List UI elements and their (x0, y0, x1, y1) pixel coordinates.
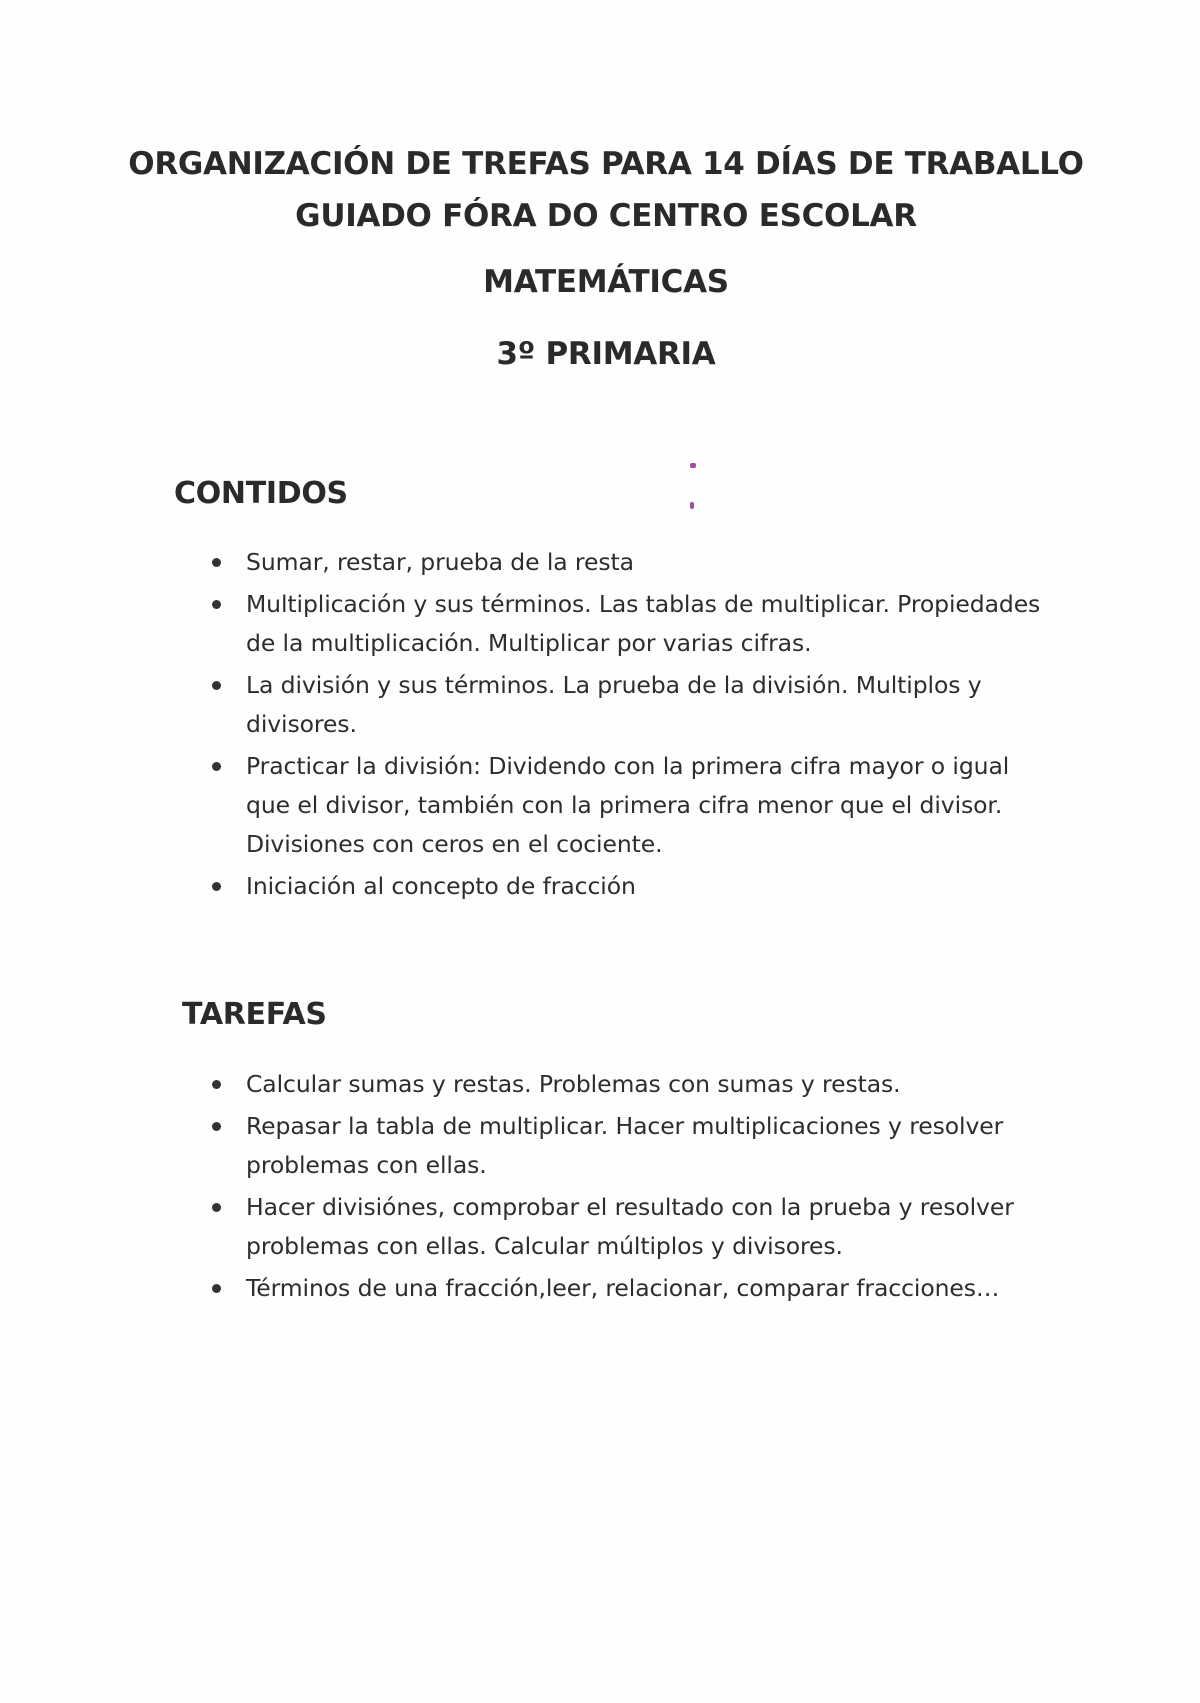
list-item (212, 867, 1052, 906)
list-item (212, 666, 1052, 744)
bullet-icon (212, 558, 221, 567)
list-item (212, 1188, 1052, 1266)
list-item-text: Términos de una fracción,leer, relacionar, comparar fracciones… (246, 1274, 1000, 1302)
scan-speck (690, 463, 696, 468)
document-title (0, 138, 1200, 242)
list-item-text: Calcular sumas y restas. Problemas con sumas y restas. (246, 1070, 901, 1098)
bullet-icon (212, 1284, 221, 1293)
bullet-icon (212, 762, 221, 771)
list-item-text: Repasar la tabla de multiplicar. Hacer multiplicaciones y resolver problemas con ellas. (246, 1112, 1004, 1179)
bullet-icon (212, 1122, 221, 1131)
list-item (212, 1107, 1052, 1185)
bullet-icon (212, 1080, 221, 1089)
list-item (212, 1065, 1052, 1104)
grade-heading: 3º PRIMARIA (496, 336, 716, 372)
bullet-icon (212, 882, 221, 891)
list-item-text: Hacer divisiónes, comprobar el resultado con la prueba y resolver problemas con ellas. Calcular múltiplos y divisores. (246, 1193, 1014, 1260)
subject-heading: MATEMÁTICAS (483, 264, 729, 300)
contidos-heading: CONTIDOS (174, 476, 348, 511)
list-item-text: Multiplicación y sus términos. Las tablas de multiplicar. Propiedades de la multiplicación. Multiplicar por varias cifras. (246, 590, 1041, 657)
title-line-1: ORGANIZACIÓN DE TREFAS PARA 14 DÍAS DE TRABALLO (128, 146, 1084, 182)
title-line-2: GUIADO FÓRA DO CENTRO ESCOLAR (295, 198, 917, 234)
list-item (212, 543, 1052, 582)
list-item-text: Sumar, restar, prueba de la resta (246, 548, 634, 576)
list-item (212, 747, 1052, 864)
list-item-text: Iniciación al concepto de fracción (246, 872, 636, 900)
list-item (212, 585, 1052, 663)
bullet-icon (212, 681, 221, 690)
tarefas-heading: TAREFAS (182, 997, 327, 1032)
list-item (212, 1269, 1052, 1308)
scan-speck (690, 502, 694, 509)
tarefas-list (212, 1065, 1052, 1311)
list-item-text: Practicar la división: Dividendo con la primera cifra mayor o igual que el divisor, también con la primera cifra menor que el divisor. Divisiones con ceros en el cociente. (246, 752, 1010, 858)
bullet-icon (212, 600, 221, 609)
contidos-list (212, 543, 1052, 909)
list-item-text: La división y sus términos. La prueba de la división. Multiplos y divisores. (246, 671, 982, 738)
bullet-icon (212, 1203, 221, 1212)
